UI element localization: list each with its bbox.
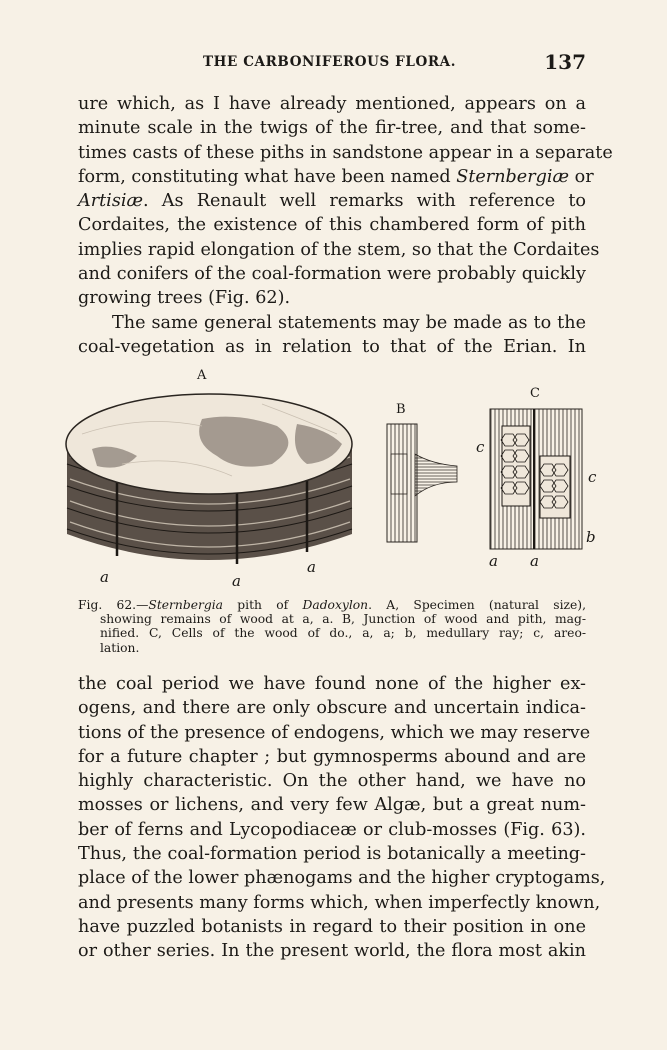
figure-label-a-4: a [489, 552, 498, 570]
figure-caption [78, 598, 586, 655]
caption-line: Fig. 62.—Sternbergia pith of Dadoxylon. A, Specimen (natural size), [78, 598, 586, 612]
figure-label-a-2: a [232, 572, 241, 590]
text-line: growing trees (Fig. 62). [78, 288, 291, 309]
figure-label-a-3: a [307, 558, 316, 576]
text-line: implies rapid elongation of the stem, so that the Cordaites [78, 239, 600, 260]
figure-label-c-2: c [588, 468, 597, 486]
text-line: The same general statements may be made as to the [112, 312, 586, 333]
text-line: mosses or lichens, and very few Algæ, but a great num- [78, 795, 586, 816]
text-line: the coal period we have found none of the higher ex- [78, 674, 586, 694]
figure-62 [62, 364, 607, 594]
italic-term: Artisiæ [78, 191, 144, 212]
text-line: Artisiæ. As Renault well remarks with reference to [78, 191, 586, 212]
text-line: highly characteristic. On the other hand, we have no [78, 771, 586, 792]
figure-label-a-5: a [530, 552, 539, 570]
figure-label-c-1: c [476, 438, 485, 456]
text-line: minute scale in the twigs of the fir-tree, and that some- [78, 118, 586, 139]
text-line: or other series. In the present world, the flora most akin [78, 941, 586, 962]
text-line: for a future chapter ; but gymnosperms abound and are [78, 746, 586, 767]
figure-label-a-1: a [100, 568, 109, 586]
text-line: have puzzled botanists in regard to their position in one [78, 916, 586, 937]
text-line: times casts of these piths in sandstone appear in a separate [78, 142, 613, 163]
caption-line: nified. C, Cells of the wood of do., a, a; b, medullary ray; c, areo- [100, 626, 586, 641]
text-line: tions of the presence of endogens, which we may reserve [78, 722, 591, 743]
page-number: 137 [544, 50, 586, 74]
italic-term: Sternbergiæ [456, 166, 570, 187]
text-line: Cordaites, the existence of this chambered form of pith [78, 215, 586, 236]
running-title: THE CARBONIFEROUS FLORA. [203, 54, 457, 70]
figure-label-b-ray: b [586, 528, 596, 546]
text-line: ogens, and there are only obscure and uncertain indica- [78, 698, 586, 719]
text-line: ure which, as I have already mentioned, appears on a [78, 94, 586, 114]
paragraph-bottom [78, 672, 606, 964]
specimen-c-drawing [490, 409, 582, 549]
text-line: coal-vegetation as in relation to that of the Erian. In [78, 336, 586, 357]
specimen-a-drawing [66, 394, 352, 564]
figure-label-b: B [396, 402, 406, 417]
page-header [78, 52, 586, 78]
sternbergia-illustration [62, 364, 607, 594]
text-line: place of the lower phænogams and the higher cryptogams, [78, 868, 606, 889]
caption-line: lation. [100, 640, 140, 655]
text-line: and presents many forms which, when imperfectly known, [78, 892, 601, 913]
figure-label-a: A [197, 368, 207, 383]
figure-label-c: C [530, 386, 540, 401]
specimen-b-drawing [387, 424, 457, 542]
text-line: and conifers of the coal-formation were probably quickly [78, 264, 586, 285]
text-line: form, constituting what have been named Sternbergiæ or [78, 166, 594, 187]
text-line: ber of ferns and Lycopodiaceæ or club-mosses (Fig. 63). [78, 819, 586, 840]
paragraph-top [78, 92, 613, 359]
text-line: Thus, the coal-formation period is botanically a meeting- [78, 844, 586, 865]
caption-line: showing remains of wood at a, a. B, Junction of wood and pith, mag- [100, 612, 586, 627]
